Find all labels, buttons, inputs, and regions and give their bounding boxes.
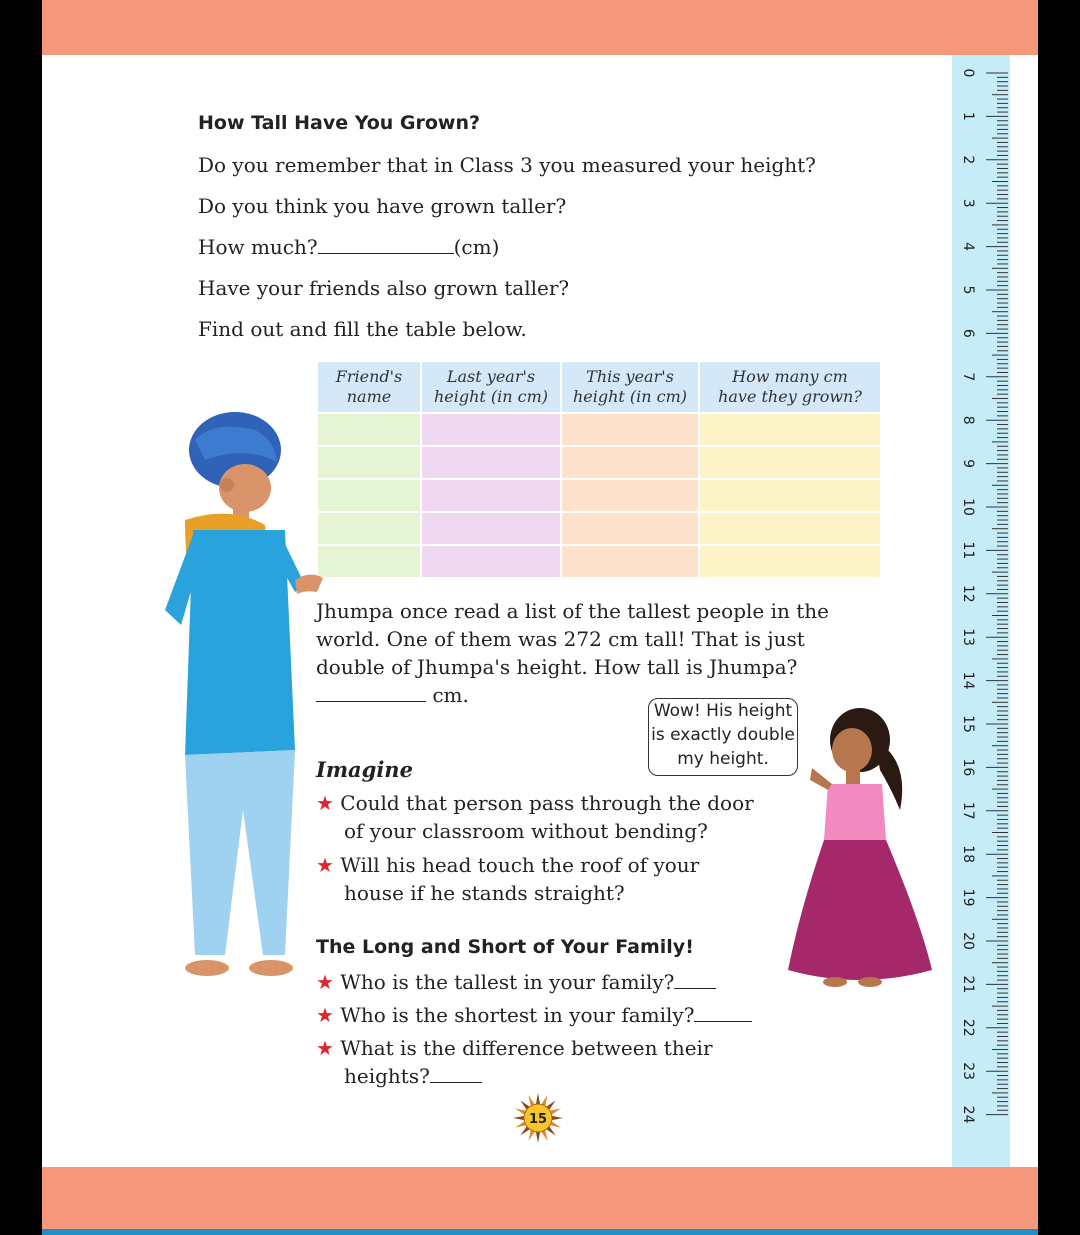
family-q-difference: ★ What is the difference between their heights? [316, 1036, 713, 1088]
table-cell-col-2[interactable] [422, 480, 560, 511]
page-number-badge [512, 1092, 564, 1144]
ruler-label: 6 [960, 328, 976, 338]
table-cell-col-2[interactable] [422, 513, 560, 544]
table-cell-col-2[interactable] [422, 447, 560, 478]
ruler-label: 7 [960, 372, 976, 382]
top-band [42, 0, 1038, 55]
ruler-label: 14 [960, 671, 976, 690]
imagine-title: Imagine [316, 757, 413, 782]
table-cell-col-3[interactable] [562, 447, 698, 478]
jhumpa-unit: cm. [432, 683, 469, 707]
ruler-label: 10 [960, 498, 976, 516]
header-friends-name: Friend's name [318, 362, 420, 412]
ruler-label: 11 [960, 541, 976, 560]
imagine-item-2: ★ Will his head touch the roof of your house if he stands straight? [316, 853, 700, 905]
answer-blank-how-much[interactable] [318, 235, 454, 254]
ruler-label: 8 [960, 415, 976, 425]
family-q-tallest: ★ Who is the tallest in your family? [316, 968, 716, 996]
table-cell-col-2[interactable] [422, 546, 560, 577]
unit-cm: (cm) [453, 235, 500, 259]
ruler-scale [952, 55, 1010, 1167]
ruler-label: 18 [960, 845, 976, 864]
question-friends: Have your friends also grown taller? [198, 276, 570, 300]
table-row [318, 546, 880, 577]
ruler-label: 3 [960, 198, 976, 208]
ruler-label: 16 [960, 758, 976, 777]
table-cell-col-4[interactable] [700, 480, 880, 511]
jhumpa-line-2: world. One of them was 272 cm tall! That is just [316, 627, 805, 651]
star-icon: ★ [316, 1036, 334, 1060]
table-cell-col-2[interactable] [422, 414, 560, 445]
table-header-row [318, 362, 880, 412]
speech-bubble [648, 698, 798, 776]
height-table [316, 360, 882, 579]
table-row [318, 513, 880, 544]
question-how-much [198, 235, 499, 259]
table-cell-col-3[interactable] [562, 546, 698, 577]
ruler-label: 22 [960, 1018, 976, 1037]
question-class3: Do you remember that in Class 3 you measured your height? [198, 153, 816, 177]
bubble-line-1: Wow! His height [653, 701, 793, 721]
ruler-label: 2 [960, 155, 976, 165]
star-icon: ★ [316, 1003, 334, 1027]
ruler-label: 15 [960, 715, 976, 733]
header-this-year: This year's height (in cm) [562, 362, 698, 412]
family-q-shortest: ★ Who is the shortest in your family? [316, 1001, 752, 1029]
table-cell-col-3[interactable] [562, 414, 698, 445]
girl-illustration [780, 700, 940, 1000]
bottom-blue-strip [42, 1229, 1038, 1235]
ruler-label: 19 [960, 888, 976, 907]
how-much-label: How much? [198, 235, 318, 259]
star-icon: ★ [316, 853, 334, 877]
table-cell-col-3[interactable] [562, 480, 698, 511]
jhumpa-line-1: Jhumpa once read a list of the tallest people in the [316, 599, 829, 623]
table-cell-col-4[interactable] [700, 447, 880, 478]
table-cell-col-4[interactable] [700, 513, 880, 544]
table-row [318, 414, 880, 445]
ruler-label: 4 [960, 242, 976, 252]
header-grown: How many cm have they grown? [700, 362, 880, 412]
ruler-label: 24 [960, 1105, 976, 1124]
ruler-label: 13 [960, 628, 976, 647]
star-icon: ★ [316, 791, 334, 815]
ruler-label: 1 [960, 111, 976, 121]
answer-blank-difference[interactable] [430, 1064, 482, 1083]
family-title: The Long and Short of Your Family! [316, 936, 694, 958]
question-grown-taller: Do you think you have grown taller? [198, 194, 567, 218]
ruler-label: 5 [960, 285, 976, 295]
bubble-line-2: is exactly double [651, 725, 795, 745]
section-title: How Tall Have You Grown? [198, 112, 481, 134]
jhumpa-paragraph [316, 597, 886, 709]
table-cell-col-3[interactable] [562, 513, 698, 544]
imagine-item-1: ★ Could that person pass through the door of your classroom without bending? [316, 791, 754, 843]
table-cell-col-4[interactable] [700, 546, 880, 577]
answer-blank-tallest[interactable] [674, 970, 716, 989]
ruler-label: 23 [960, 1062, 976, 1081]
ruler [952, 55, 1010, 1167]
ruler-label: 9 [960, 459, 976, 469]
ruler-label: 12 [960, 584, 976, 603]
page-number: 15 [528, 1112, 548, 1127]
table-row [318, 447, 880, 478]
instruction-fill-table: Find out and fill the table below. [198, 317, 527, 341]
ruler-label: 20 [960, 932, 976, 950]
jhumpa-line-3: double of Jhumpa's height. How tall is Jhumpa? [316, 655, 798, 679]
ruler-label: 21 [960, 975, 976, 994]
table-cell-col-4[interactable] [700, 414, 880, 445]
ruler-label: 0 [960, 68, 976, 78]
answer-blank-jhumpa-height[interactable] [316, 683, 426, 702]
ruler-label: 17 [960, 801, 976, 820]
star-icon: ★ [316, 970, 334, 994]
bottom-band [42, 1167, 1038, 1229]
table-row [318, 480, 880, 511]
bubble-line-3: my height. [677, 749, 769, 769]
answer-blank-shortest[interactable] [694, 1003, 752, 1022]
boy-illustration [145, 410, 340, 995]
header-last-year: Last year's height (in cm) [422, 362, 560, 412]
